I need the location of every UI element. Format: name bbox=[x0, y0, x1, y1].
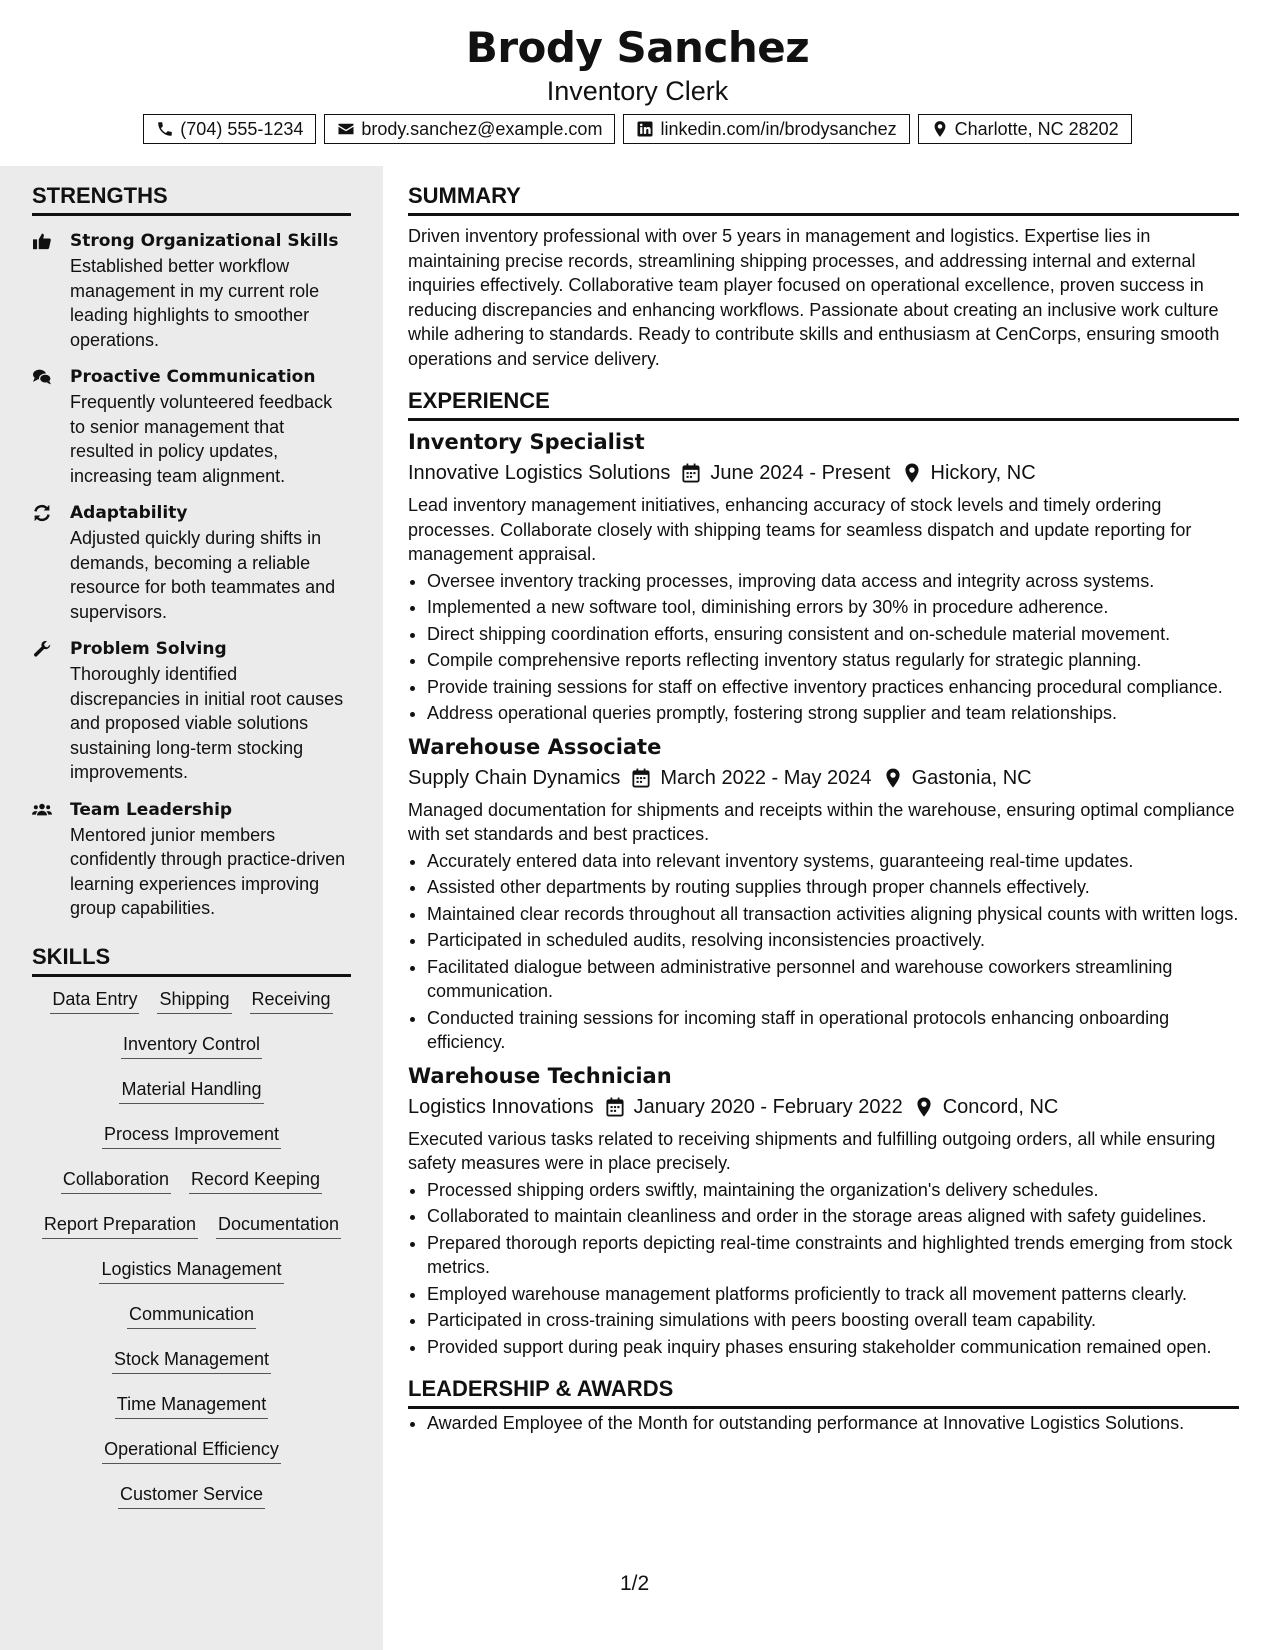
strength-desc: Frequently volunteered feedback to senior management that resulted in policy updates, increasing team alignment. bbox=[70, 392, 333, 486]
strength-item bbox=[32, 637, 351, 785]
sidebar bbox=[0, 166, 383, 1650]
job-meta bbox=[408, 762, 1239, 794]
skills-heading: SKILLS bbox=[32, 943, 351, 977]
job-company: Innovative Logistics Solutions bbox=[408, 462, 671, 484]
awards-heading: LEADERSHIP & AWARDS bbox=[408, 1375, 1239, 1409]
sync-icon bbox=[32, 504, 52, 522]
job-entry bbox=[408, 427, 1239, 726]
job-bullet: • Implemented a new software tool, diminishing errors by 30% in procedure adherence. bbox=[427, 595, 1239, 620]
contact-location[interactable] bbox=[918, 114, 1132, 144]
calendar-icon bbox=[682, 463, 700, 483]
job-bullet: • Employed warehouse management platforms proficiently to track all movement patterns clearly. bbox=[427, 1282, 1239, 1307]
contact-linkedin[interactable] bbox=[623, 114, 909, 144]
map-pin-icon bbox=[915, 1097, 933, 1117]
job-company: Supply Chain Dynamics bbox=[408, 766, 621, 789]
job-description: Managed documentation for shipments and receipts within the warehouse, ensuring optimal compliance with set standards and best practices. bbox=[408, 799, 1235, 844]
job-bullet: • Conducted training sessions for incoming staff in operational protocols enhancing onboarding efficiency. bbox=[427, 1006, 1239, 1055]
skill-tag: Logistics Management bbox=[99, 1257, 283, 1284]
contact-location-text: Charlotte, NC 28202 bbox=[954, 118, 1119, 139]
strength-item bbox=[32, 798, 351, 921]
job-bullet: • Address operational queries promptly, fostering strong supplier and team relationships. bbox=[427, 701, 1239, 726]
strength-item bbox=[32, 365, 351, 488]
skill-tag: Operational Efficiency bbox=[102, 1437, 281, 1464]
job-bullet: • Collaborated to maintain cleanliness and order in the storage areas aligned with safety guidelines. bbox=[427, 1204, 1239, 1229]
job-bullet: • Maintained clear records throughout all transaction activities aligning physical counts with written logs. bbox=[427, 902, 1239, 927]
contact-email[interactable] bbox=[324, 114, 615, 144]
skill-tag: Documentation bbox=[216, 1212, 341, 1239]
job-location: Concord, NC bbox=[942, 1095, 1059, 1118]
job-bullet: • Direct shipping coordination efforts, ensuring consistent and on-schedule material movement. bbox=[427, 622, 1239, 647]
job-bullet: • Prepared thorough reports depicting real-time constraints and highlighted trends emerging from stock metrics. bbox=[427, 1231, 1239, 1280]
comments-icon bbox=[32, 368, 52, 386]
job-bullets bbox=[408, 849, 1239, 1055]
strength-desc: Thoroughly identified discrepancies in initial root causes and proposed viable solutions sustaining long-term stocking improvements. bbox=[70, 664, 344, 782]
skill-tag: Customer Service bbox=[118, 1482, 265, 1509]
contact-phone-text: (704) 555-1234 bbox=[180, 118, 304, 139]
strength-desc: Mentored junior members confidently through practice-driven learning experiences improving group capabilities. bbox=[70, 824, 346, 918]
strength-desc: Established better workflow management in my current role leading highlights to smoother operations. bbox=[70, 256, 320, 350]
strength-title: Adaptability bbox=[70, 503, 188, 523]
strength-desc: Adjusted quickly during shifts in demands, becoming a reliable resource for both teammates and supervisors. bbox=[70, 528, 336, 622]
envelope-icon bbox=[337, 120, 355, 138]
thumbs-up-icon bbox=[32, 232, 52, 250]
page-number: 1/2 bbox=[620, 1572, 650, 1595]
job-bullet: • Compile comprehensive reports reflecting inventory status regularly for strategic planning. bbox=[427, 648, 1239, 673]
map-pin-icon bbox=[884, 768, 902, 788]
job-dates: June 2024 - Present bbox=[710, 462, 891, 484]
linkedin-icon bbox=[636, 120, 654, 138]
skill-tag: Report Preparation bbox=[42, 1212, 198, 1239]
experience-heading: EXPERIENCE bbox=[408, 387, 1239, 421]
wrench-icon bbox=[32, 640, 52, 658]
contact-bar bbox=[0, 114, 1275, 144]
job-location: Gastonia, NC bbox=[911, 766, 1032, 789]
contact-email-text: brody.sanchez@example.com bbox=[361, 118, 603, 139]
skill-tag: Stock Management bbox=[112, 1347, 271, 1374]
summary-text: Driven inventory professional with over 5 years in management and logistics. Expertise lies in maintaining precise records, streamlining shipping processes, and addressing internal and external inquiries effectively. Collaborative team player focused on operational excellence, proven success in reducing discrepancies and enhancing workflows. Passionate about creating an inclusive work culture while adhering to standards. Ready to contribute skills and enthusiasm at CenCorps, ensuring smooth operations and service delivery. bbox=[408, 226, 1220, 369]
job-bullet: • Accurately entered data into relevant inventory systems, guaranteeing real-time updates. bbox=[427, 849, 1239, 874]
candidate-name: Brody Sanchez bbox=[465, 23, 810, 72]
skill-tag: Data Entry bbox=[50, 987, 139, 1014]
job-title: Warehouse Associate bbox=[408, 734, 662, 759]
job-bullets bbox=[408, 1178, 1239, 1360]
skill-tag: Receiving bbox=[250, 987, 333, 1014]
resume-header bbox=[0, 0, 1275, 166]
job-company: Logistics Innovations bbox=[408, 1095, 594, 1118]
skill-tag: Shipping bbox=[157, 987, 231, 1014]
strength-title: Strong Organizational Skills bbox=[70, 231, 339, 251]
job-description: Executed various tasks related to receiving shipments and fulfilling outgoing orders, all while ensuring safety measures were in place precisely. bbox=[408, 1128, 1216, 1173]
strength-item bbox=[32, 501, 351, 624]
job-entry bbox=[408, 1061, 1239, 1360]
job-bullet: • Provide training sessions for staff on effective inventory practices enhancing procedural compliance. bbox=[427, 675, 1239, 700]
skill-tag: Time Management bbox=[115, 1392, 268, 1419]
map-pin-icon bbox=[903, 463, 921, 483]
job-entry bbox=[408, 732, 1239, 1055]
phone-icon bbox=[156, 120, 174, 138]
contact-linkedin-text: linkedin.com/in/brodysanchez bbox=[660, 118, 897, 139]
job-bullet: • Participated in scheduled audits, resolving inconsistencies proactively. bbox=[427, 928, 1239, 953]
job-bullet: • Participated in cross-training simulations with peers boosting overall team capability. bbox=[427, 1308, 1239, 1333]
job-bullet: • Processed shipping orders swiftly, maintaining the organization's delivery schedules. bbox=[427, 1178, 1239, 1203]
skill-tag: Material Handling bbox=[119, 1077, 263, 1104]
job-dates: March 2022 - May 2024 bbox=[660, 766, 872, 789]
contact-phone[interactable] bbox=[143, 114, 316, 144]
calendar-icon bbox=[632, 768, 650, 788]
job-meta bbox=[408, 457, 1239, 489]
skills-list bbox=[32, 987, 351, 1527]
job-meta bbox=[408, 1091, 1239, 1123]
job-bullet: • Assisted other departments by routing supplies through proper channels effectively. bbox=[427, 875, 1239, 900]
experience-list bbox=[408, 427, 1239, 1359]
job-bullet: • Facilitated dialogue between administrative personnel and warehouse coworkers streamlining communication. bbox=[427, 955, 1239, 1004]
job-description: Lead inventory management initiatives, enhancing accuracy of stock levels and timely ordering processes. Collaborate closely with shipping teams for seamless dispatch and update reporting for management appraisal. bbox=[408, 495, 1192, 564]
job-bullet: • Oversee inventory tracking processes, improving data access and integrity across systems. bbox=[427, 569, 1239, 594]
candidate-title: Inventory Clerk bbox=[546, 76, 729, 106]
strength-title: Team Leadership bbox=[70, 799, 233, 820]
job-bullet: • Provided support during peak inquiry phases ensuring stakeholder communication remained open. bbox=[427, 1335, 1239, 1360]
skill-tag: Communication bbox=[127, 1302, 256, 1329]
award-bullet: • Awarded Employee of the Month for outstanding performance at Innovative Logistics Solutions. bbox=[427, 1411, 1239, 1436]
users-icon bbox=[32, 801, 52, 819]
job-bullets bbox=[408, 569, 1239, 726]
strength-title: Problem Solving bbox=[70, 639, 227, 659]
summary-heading: SUMMARY bbox=[408, 182, 1239, 216]
job-dates: January 2020 - February 2022 bbox=[633, 1095, 903, 1118]
job-title: Warehouse Technician bbox=[408, 1063, 672, 1088]
skill-tag: Collaboration bbox=[61, 1167, 171, 1194]
strength-title: Proactive Communication bbox=[70, 367, 316, 387]
calendar-icon bbox=[606, 1097, 624, 1117]
job-location: Hickory, NC bbox=[930, 462, 1036, 484]
job-title: Inventory Specialist bbox=[408, 430, 645, 454]
skill-tag: Process Improvement bbox=[102, 1122, 281, 1149]
strengths-heading: STRENGTHS bbox=[32, 182, 351, 216]
skill-tag: Inventory Control bbox=[121, 1032, 262, 1059]
strength-item bbox=[32, 229, 351, 352]
main-content bbox=[408, 182, 1239, 1438]
skill-tag: Record Keeping bbox=[189, 1167, 322, 1194]
map-pin-icon bbox=[931, 120, 949, 138]
awards-list bbox=[408, 1411, 1239, 1436]
